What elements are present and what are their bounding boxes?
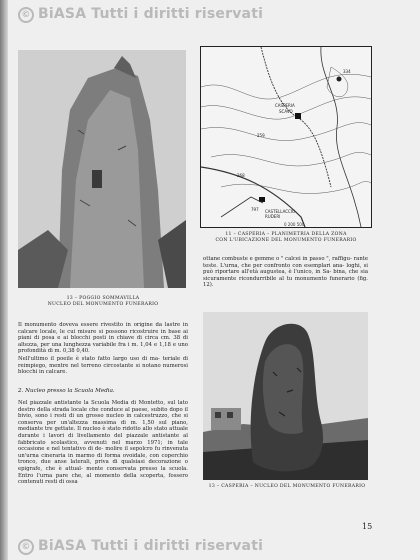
- figure-2-caption: 11 – CASPERIA – PLANIMETRIA DELLA ZONA CON L'UBICAZIONE DEL MONUMENTO FUNERARIO: [215, 232, 357, 243]
- map-label-castellaccio: CASTELLACCIO RUDERI: [265, 209, 296, 219]
- map-label-contour-a: 259: [257, 133, 265, 138]
- copyright-icon: ©: [18, 539, 34, 555]
- map-scale-bar: 0 200 500: [284, 222, 305, 227]
- paragraph-scuola-media: Nel piazzale antistante la Scuola Media di Montetto, sul lato destro della strada locale che conduce al paese, subito dopo il bivio, sono i resti di un grosso nucleo in calcestruzzo, che si conserva per un'altezza massima di m. 1,50 sul piano, mediante tre gettate. Il nucleo è stato ridotto allo stato attuale durante i lavori di livellamento del piazzale antistante al fabbricato scolastico, avvenuti nel marzo 1971; in tale occasione e nel tentativo di de- molire il sepolcro fu rinvenuta un'urna cineraria in marmo di forma ovoidale, con coperchio tronco, due anse laterali, priva di qualsiasi decorazione o epigrafe, che è attual- mente conservata presso la scuola. Entro l'urna pare che, al momento della scoperta, fossero contenuti resti di ossa: [18, 400, 188, 486]
- section-heading: 2. Nucleo presso la Scuola Media.: [18, 388, 115, 394]
- watermark-bottom: [18, 538, 263, 555]
- book-spine-shadow: [0, 0, 8, 560]
- page-number: 15: [362, 522, 373, 531]
- watermark-text: BiASA Tutti i diritti riservati: [38, 538, 264, 554]
- monument-core-photo: [203, 312, 368, 480]
- paragraph-reuse: Nell'ultimo il poeile è stato fatto largo uso di ma- teriale di reimpiego, mentre nel terreno circostante si notano numerosi blocchi in calcare.: [18, 356, 188, 376]
- map-label-bottom-left: 797: [251, 207, 259, 212]
- map-label-road: CASPERIA: [275, 103, 295, 108]
- map-label-contour-b: 268: [237, 173, 245, 178]
- figure-1-caption: 13 – POGGIO SOMMAVILLA NUCLEO DEL MONUMENTO FUNERARIO: [47, 296, 159, 307]
- watermark-top: [18, 6, 263, 23]
- paragraph-monument-lining: Il monumento doveva essere rivestito in origine da lastre in calcare locale, le cui misure si possono ricostruire in base ai piani di posa e ai blocchi posti in chiave di circa cm. 38 di altezza, per una lunghezza variabile fra i m. 1,04 e 1,18 e uno profondità di m. 0,38 0,40.: [18, 322, 188, 355]
- ruin-tower-photo: [18, 50, 186, 288]
- site-map: [200, 46, 372, 228]
- paragraph-right-top: ottane combuste e gemme o " calcei in passo ", raffigu- rante teste. L'urna, che per confronto con esemplari ana- loghi, si può riportare all'età augustea, è l'unico, in Sa- bina, che sia sicuramente ricondurribile al tu monumento funerario (fig. 12).: [203, 256, 368, 289]
- map-label-site: SCAVO: [279, 109, 293, 114]
- copyright-icon: ©: [18, 7, 34, 23]
- map-label-top-right: 334: [343, 69, 351, 74]
- figure-3-caption: 13 – CASPERIA – NUCLEO DEL MONUMENTO FUNERARIO: [208, 484, 366, 489]
- watermark-text: BiASA Tutti i diritti riservati: [38, 6, 264, 22]
